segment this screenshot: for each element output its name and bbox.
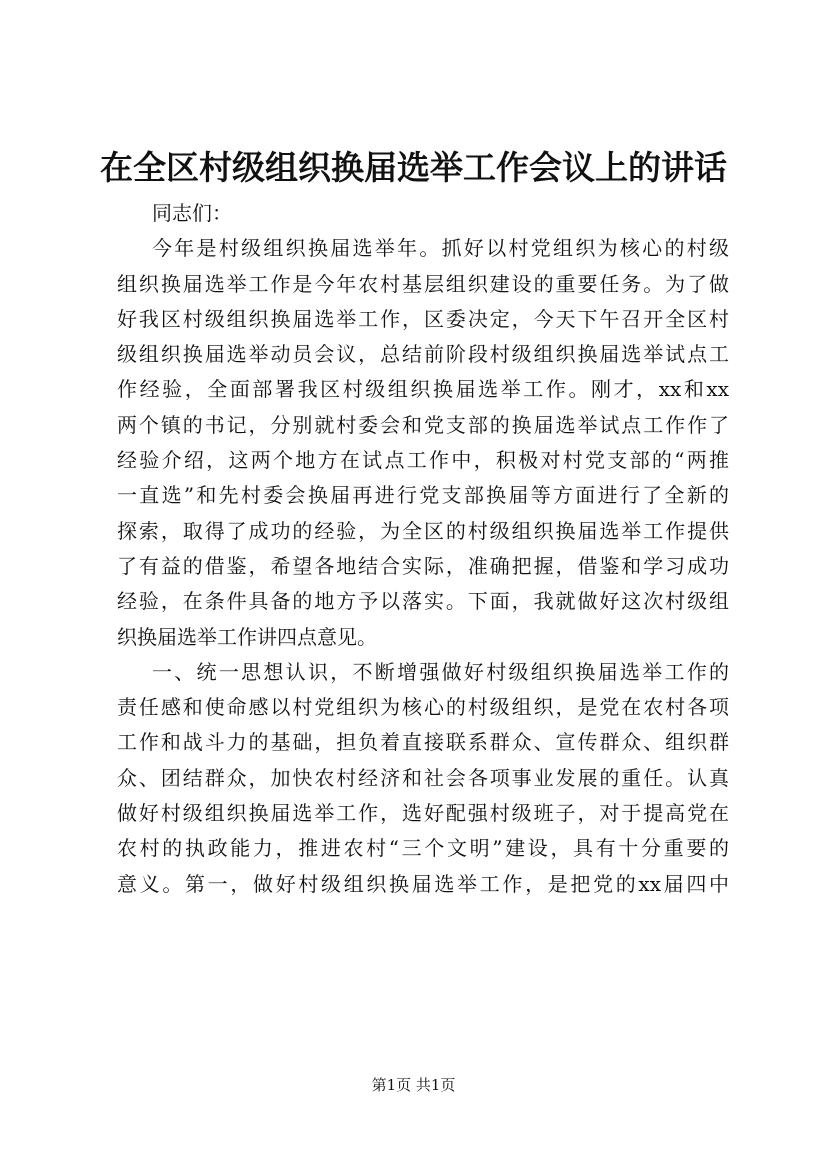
body-line: 经验，在条件具备的地方予以落实。下面，我就做好这次村级组: [117, 589, 729, 614]
body-line: 众、团结群众，加快农村经济和社会各项事业发展的重任。认真: [117, 765, 729, 790]
body-line: 意义。第一，做好村级组织换届选举工作，是把党的xx届四中: [117, 871, 729, 896]
body-line: 做好村级组织换届选举工作，选好配强村级班子，对于提高党在: [117, 801, 729, 826]
body-line: 农村的执政能力，推进农村“三个文明”建设，具有十分重要的: [117, 836, 729, 861]
body-line: 了有益的借鉴，希望各地结合实际，准确把握，借鉴和学习成功: [117, 553, 729, 578]
body-line: 责任感和使命感以村党组织为核心的村级组织，是党在农村各项: [117, 695, 729, 720]
body-line: 织换届选举工作讲四点意见。: [117, 624, 377, 649]
body-line: 作经验，全面部署我区村级组织换届选举工作。刚才，xx和xx: [117, 377, 729, 402]
body-line: 一、统一思想认识，不断增强做好村级组织换届选举工作的: [152, 659, 729, 684]
body-line: 探索，取得了成功的经验，为全区的村级组织换届选举工作提供: [117, 518, 729, 543]
document-title: 在全区村级组织换届选举工作会议上的讲话: [100, 148, 727, 187]
body-line: 两个镇的书记，分别就村委会和党支部的换届选举试点工作作了: [117, 412, 729, 437]
body-line: 一直选”和先村委会换届再进行党支部换届等方面进行了全新的: [117, 483, 729, 508]
document-body: [117, 196, 729, 902]
salutation-line: 同志们：: [152, 201, 232, 225]
body-line: 经验介绍，这两个地方在试点工作中，积极对村党支部的“两推: [117, 448, 729, 473]
body-line: 工作和战斗力的基础，担负着直接联系群众、宣传群众、组织群: [117, 730, 729, 755]
page-footer: 第1页 共1页: [371, 1076, 456, 1094]
body-line: 级组织换届选举动员会议，总结前阶段村级组织换届选举试点工: [117, 342, 729, 367]
body-line: 好我区村级组织换届选举工作，区委决定，今天下午召开全区村: [117, 306, 729, 331]
body-line: 今年是村级组织换届选举年。抓好以村党组织为核心的村级: [152, 236, 729, 261]
body-line: 组织换届选举工作是今年农村基层组织建设的重要任务。为了做: [117, 271, 729, 296]
